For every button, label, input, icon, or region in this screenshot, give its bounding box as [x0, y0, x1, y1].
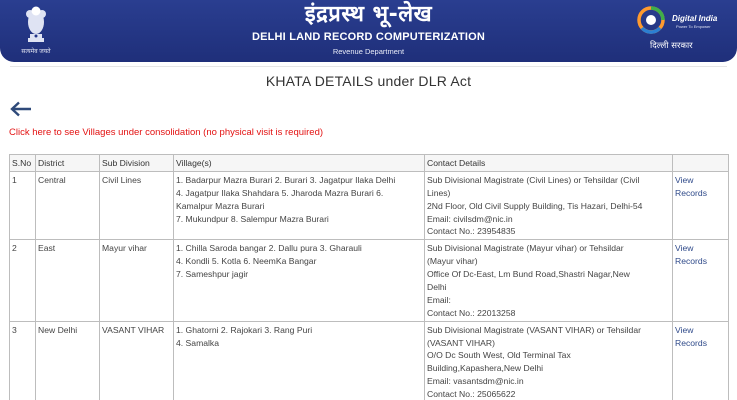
page-title: KHATA DETAILS under DLR Act	[265, 73, 472, 89]
contact-line: 2Nd Floor, Old Civil Supply Building, Tis Hazari, Delhi-54	[427, 200, 643, 211]
contact-line: Sub Divisional Magistrate (VASANT VIHAR) or Tehsildar	[427, 324, 641, 335]
cell-villages	[174, 321, 425, 400]
village-line: 7. Mukundpur 8. Salempur Mazra Burari	[176, 213, 329, 224]
khata-table	[9, 154, 729, 400]
cell-action	[673, 321, 729, 400]
village-line: 4. Kondli 5. Kotla 6. NeemKa Bangar	[176, 256, 317, 267]
contact-line: Contact No.: 23954835	[427, 226, 516, 237]
col-header-subdivision: Sub Division	[100, 155, 174, 172]
view-records-link[interactable]: Records	[675, 337, 707, 348]
digital-india-text: Digital India	[672, 14, 718, 23]
village-line: 7. Sameshpur jagir	[176, 269, 249, 280]
village-line: 1. Ghatorni 2. Rajokari 3. Rang Puri	[176, 324, 313, 335]
village-line: 4. Samalka	[176, 337, 219, 348]
view-records-link[interactable]: View	[675, 174, 694, 185]
contact-line: (VASANT VIHAR)	[427, 337, 495, 348]
cell-district: New Delhi	[36, 321, 100, 400]
table-row	[10, 240, 729, 321]
cell-contact	[425, 240, 673, 321]
hindi-site-title: इंद्रप्रस्थ भू-लेख	[304, 2, 433, 27]
village-line: 1. Badarpur Mazra Burari 2. Burari 3. Jagatpur Ilaka Delhi	[176, 174, 396, 185]
contact-line: Email: civilsdm@nic.in	[427, 213, 513, 224]
delhi-sarkar-text: दिल्ली सरकार	[650, 41, 693, 51]
contact-line: Contact No.: 22013258	[427, 307, 516, 318]
cell-subdivision: Mayur vihar	[100, 240, 174, 321]
village-line: 1. Chilla Saroda bangar 2. Dallu pura 3. Gharauli	[176, 243, 362, 254]
emblem-caption: सत्यमेव जयते	[21, 49, 51, 55]
consolidation-villages-link[interactable]: Click here to see Villages under consolidation (no physical visit is required)	[9, 127, 324, 138]
col-header-action	[673, 155, 729, 172]
cell-sno: 3	[10, 321, 36, 400]
digital-india-tagline: Power To Empower	[676, 24, 711, 29]
cell-contact	[425, 171, 673, 239]
contact-line: Email: vasantsdm@nic.in	[427, 376, 524, 387]
contact-line: Lines)	[427, 187, 451, 198]
cell-villages	[174, 171, 425, 239]
cell-sno: 1	[10, 171, 36, 239]
cell-sno: 2	[10, 240, 36, 321]
col-header-district: District	[36, 155, 100, 172]
col-header-sno: S.No	[10, 155, 36, 172]
cell-district: East	[36, 240, 100, 321]
view-records-link[interactable]: View	[675, 324, 694, 335]
view-records-link[interactable]: View	[675, 243, 694, 254]
col-header-villages: Village(s)	[174, 155, 425, 172]
cell-contact	[425, 321, 673, 400]
view-records-link[interactable]: Records	[675, 256, 707, 267]
table-header-row	[10, 155, 729, 172]
village-line: 4. Jagatpur Ilaka Shahdara 5. Jharoda Mazra Burari 6.	[176, 187, 384, 198]
col-header-contact: Contact Details	[425, 155, 673, 172]
contact-line: Building,Kapashera,New Delhi	[427, 363, 544, 374]
cell-district: Central	[36, 171, 100, 239]
cell-subdivision: VASANT VIHAR	[100, 321, 174, 400]
cell-subdivision: Civil Lines	[100, 171, 174, 239]
contact-line: Contact No.: 25065622	[427, 389, 516, 400]
cell-action	[673, 171, 729, 239]
contact-line: O/O Dc South West, Old Terminal Tax	[427, 350, 571, 361]
cell-villages	[174, 240, 425, 321]
site-title: DELHI LAND RECORD COMPUTERIZATION	[251, 31, 486, 43]
cell-action	[673, 240, 729, 321]
view-records-link[interactable]: Records	[675, 187, 707, 198]
contact-line: Sub Divisional Magistrate (Civil Lines) or Tehsildar (Civil	[427, 174, 640, 185]
table-row	[10, 321, 729, 400]
table-row	[10, 171, 729, 239]
site-header	[0, 0, 737, 62]
contact-line: Sub Divisional Magistrate (Mayur vihar) or Tehsildar	[427, 243, 624, 254]
village-line: Kamalpur Mazra Burari	[176, 200, 265, 211]
contact-line: Email:	[427, 294, 451, 305]
contact-line: (Mayur vihar)	[427, 256, 478, 267]
contact-line: Office Of Dc-East, Lm Bund Road,Shastri Nagar,New	[427, 269, 630, 280]
department-name: Revenue Department	[332, 47, 405, 56]
back-arrow-icon[interactable]	[10, 101, 32, 117]
header-divider	[10, 66, 727, 67]
digital-india-logo-icon	[636, 4, 666, 38]
contact-line: Delhi	[427, 282, 447, 293]
